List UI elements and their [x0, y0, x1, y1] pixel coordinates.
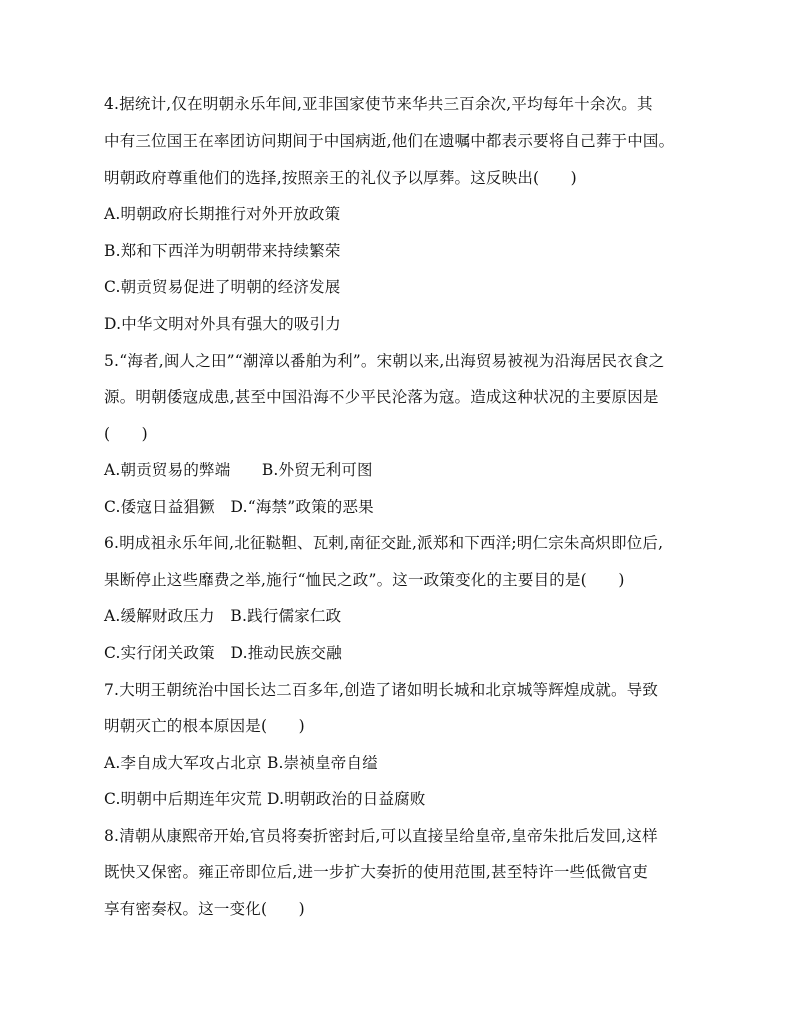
q4-stem-line-2: 中有三位国王在率团访问期间于中国病逝,他们在遗嘱中都表示要将自己葬于中国。 — [104, 132, 675, 150]
q7-stem-line-2: 明朝灭亡的根本原因是( ) — [104, 717, 305, 735]
q5-options-ab: A.朝贡贸易的弊端 B.外贸无利可图 — [104, 461, 373, 479]
q4-option-a: A.明朝政府长期推行对外开放政策 — [104, 205, 341, 223]
q5-stem-line-2: 源。明朝倭寇成患,甚至中国沿海不少平民沦落为寇。造成这种状况的主要原因是 — [104, 388, 659, 406]
q6-options-ab: A.缓解财政压力 B.践行儒家仁政 — [104, 607, 342, 625]
q7-stem-line-1: 7.大明王朝统治中国长达二百多年,创造了诸如明长城和北京城等辉煌成就。导致 — [104, 681, 659, 699]
q7-options-cd: C.明朝中后期连年灾荒 D.明朝政治的日益腐败 — [104, 790, 426, 808]
q8-stem-line-1: 8.清朝从康熙帝开始,官员将奏折密封后,可以直接呈给皇帝,皇帝朱批后发回,这样 — [104, 827, 658, 845]
q8-stem-line-2: 既快又保密。雍正帝即位后,进一步扩大奏折的使用范围,甚至特许一些低微官吏 — [104, 863, 649, 881]
q5-stem-line-3: ( ) — [104, 425, 148, 443]
q4-option-b: B.郑和下西洋为明朝带来持续繁荣 — [104, 242, 341, 260]
q5-stem-line-1: 5.“海者,闽人之田”“潮漳以番舶为利”。宋朝以来,出海贸易被视为沿海居民衣食之 — [104, 352, 665, 370]
q6-options-cd: C.实行闭关政策 D.推动民族交融 — [104, 644, 342, 662]
q6-stem-line-2: 果断停止这些靡费之举,施行“恤民之政”。这一政策变化的主要目的是( ) — [104, 571, 625, 589]
q4-option-d: D.中华文明对外具有强大的吸引力 — [104, 315, 342, 333]
q5-options-cd: C.倭寇日益猖獗 D.“海禁”政策的恶果 — [104, 498, 374, 516]
q8-stem-line-3: 享有密奏权。这一变化( ) — [104, 900, 305, 918]
q6-stem-line-1: 6.明成祖永乐年间,北征鞑靼、瓦剌,南征交趾,派郑和下西洋;明仁宗朱高炽即位后, — [104, 534, 664, 552]
q4-stem-line-1: 4.据统计,仅在明朝永乐年间,亚非国家使节来华共三百余次,平均每年十余次。其 — [104, 95, 653, 113]
q4-option-c: C.朝贡贸易促进了明朝的经济发展 — [104, 278, 341, 296]
q4-stem-line-3: 明朝政府尊重他们的选择,按照亲王的礼仪予以厚葬。这反映出( ) — [104, 169, 577, 187]
q7-options-ab: A.李自成大军攻占北京 B.崇祯皇帝自缢 — [104, 754, 378, 772]
